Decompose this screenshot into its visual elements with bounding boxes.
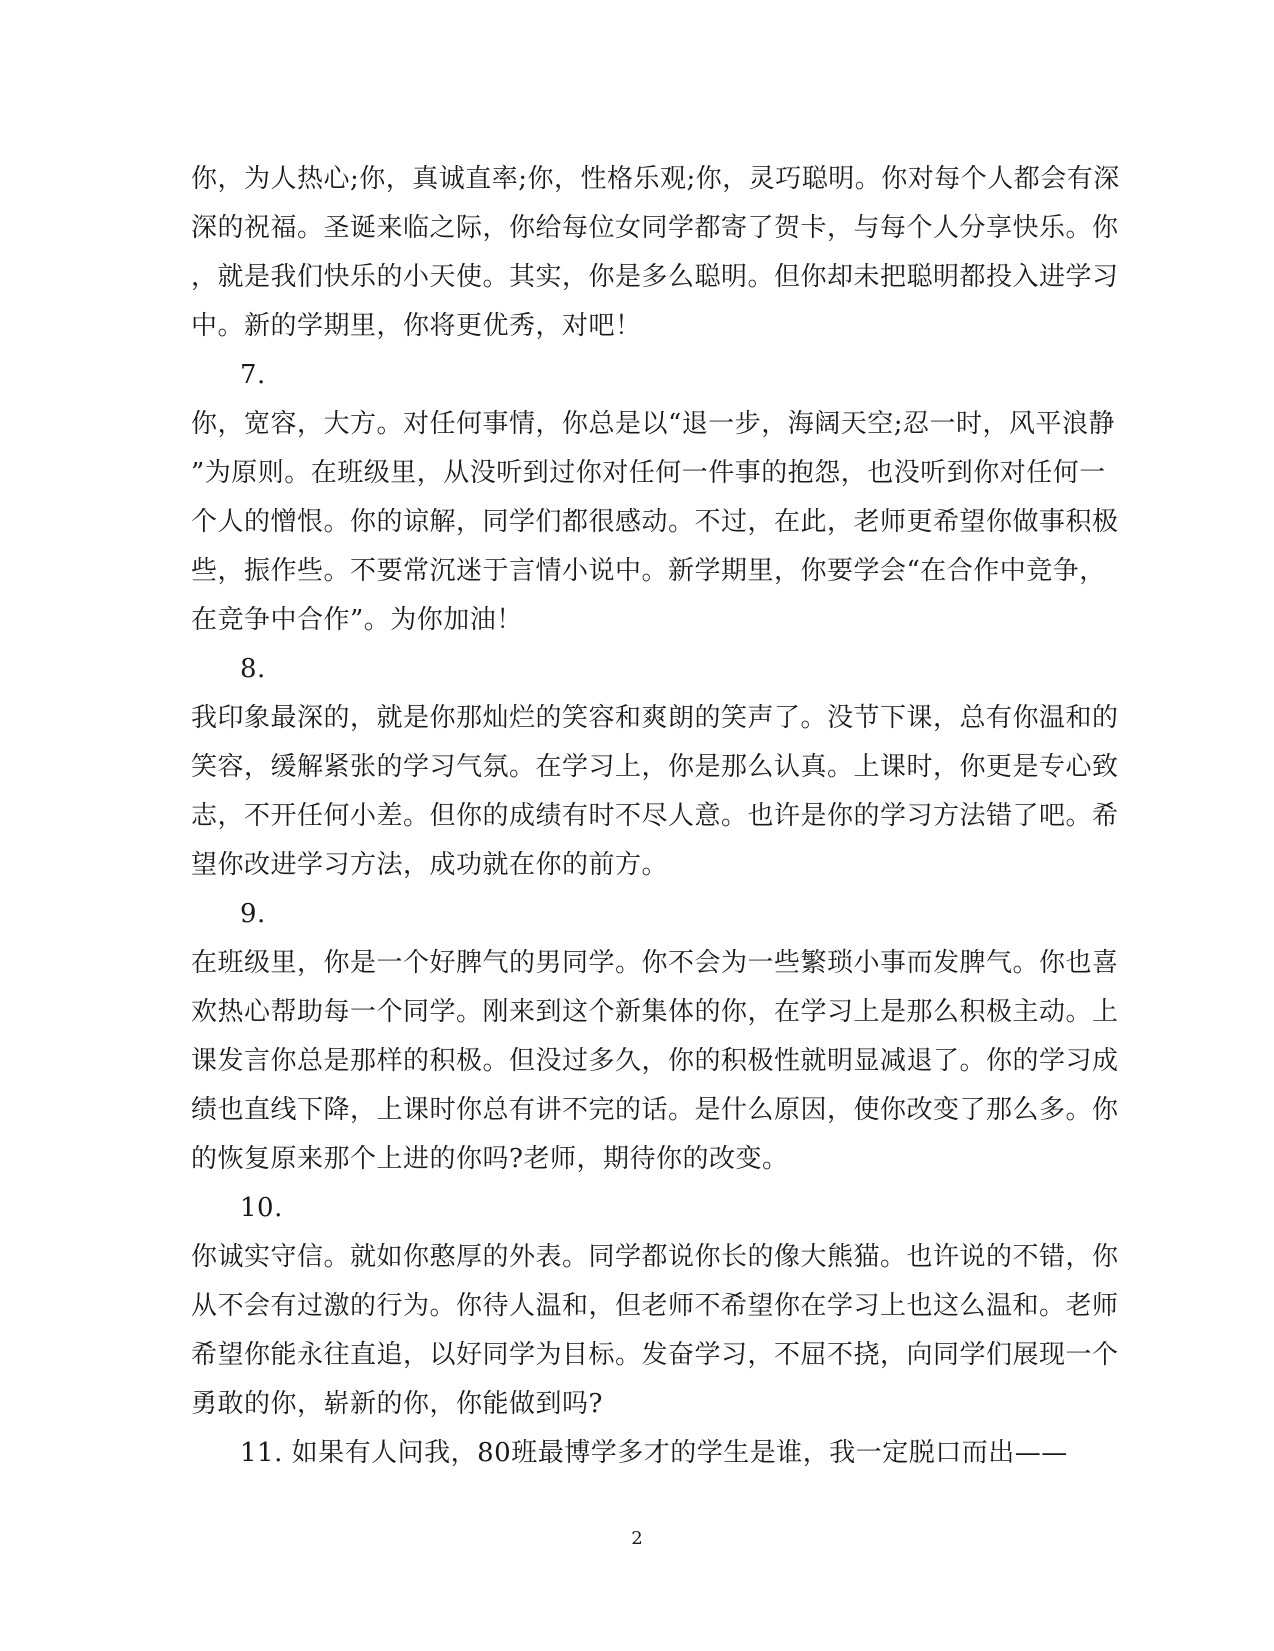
text-line: 我印象最深的，就是你那灿烂的笑容和爽朗的笑声了。没节下课，总有你温和的 bbox=[191, 703, 1119, 733]
text-line: 在班级里，你是一个好脾气的男同学。你不会为一些繁琐小事而发脾气。你也喜 bbox=[191, 948, 1119, 978]
text-line: 望你改进学习方法，成功就在你的前方。 bbox=[191, 850, 669, 880]
text-line: 你，为人热心;你，真诚直率;你，性格乐观;你，灵巧聪明。你对每个人都会有深 bbox=[191, 164, 1120, 194]
page-number: 2 bbox=[631, 1528, 643, 1549]
text-line: 勇敢的你，崭新的你，你能做到吗? bbox=[191, 1389, 603, 1419]
text-line: 志，不开任何小差。但你的成绩有时不尽人意。也许是你的学习方法错了吧。希 bbox=[191, 801, 1119, 831]
text-line: 课发言你总是那样的积极。但没过多久，你的积极性就明显减退了。你的学习成 bbox=[191, 1046, 1119, 1076]
text-line: 笑容，缓解紧张的学习气氛。在学习上，你是那么认真。上课时，你更是专心致 bbox=[191, 752, 1119, 782]
item-number-line: 10. bbox=[240, 1193, 283, 1223]
text-line: 欢热心帮助每一个同学。刚来到这个新集体的你，在学习上是那么积极主动。上 bbox=[191, 997, 1119, 1027]
text-line: 你诚实守信。就如你憨厚的外表。同学都说你长的像大熊猫。也许说的不错，你 bbox=[191, 1242, 1119, 1272]
text-line: 绩也直线下降，上课时你总有讲不完的话。是什么原因，使你改变了那么多。你 bbox=[191, 1095, 1119, 1125]
text-line: ”为原则。在班级里，从没听到过你对任何一件事的抱怨，也没听到你对任何一 bbox=[191, 458, 1106, 488]
text-line: 中。新的学期里，你将更优秀，对吧！ bbox=[191, 311, 642, 341]
text-line: 些，振作些。不要常沉迷于言情小说中。新学期里，你要学会“在合作中竞争， bbox=[191, 556, 1106, 586]
item-number-line: 11. 如果有人问我，80班最博学多才的学生是谁，我一定脱口而出—— bbox=[240, 1438, 1068, 1468]
item-number-line: 9. bbox=[240, 899, 266, 929]
item-number-line: 7. bbox=[240, 360, 266, 390]
text-line: ，就是我们快乐的小天使。其实，你是多么聪明。但你却未把聪明都投入进学习 bbox=[191, 262, 1119, 292]
item-number-line: 8. bbox=[240, 654, 266, 684]
text-line: 希望你能永往直追，以好同学为目标。发奋学习，不屈不挠，向同学们展现一个 bbox=[191, 1340, 1119, 1370]
text-line: 从不会有过激的行为。你待人温和，但老师不希望你在学习上也这么温和。老师 bbox=[191, 1291, 1119, 1321]
text-line: 的恢复原来那个上进的你吗?老师，期待你的改变。 bbox=[191, 1144, 789, 1174]
text-line: 你，宽容，大方。对任何事情，你总是以“退一步，海阔天空;忍一时，风平浪静 bbox=[191, 409, 1116, 439]
text-line: 在竞争中合作”。为你加油！ bbox=[191, 605, 523, 635]
text-line: 个人的憎恨。你的谅解，同学们都很感动。不过，在此，老师更希望你做事积极 bbox=[191, 507, 1119, 537]
text-line: 深的祝福。圣诞来临之际，你给每位女同学都寄了贺卡，与每个人分享快乐。你 bbox=[191, 213, 1119, 243]
document-body bbox=[191, 155, 1120, 1478]
